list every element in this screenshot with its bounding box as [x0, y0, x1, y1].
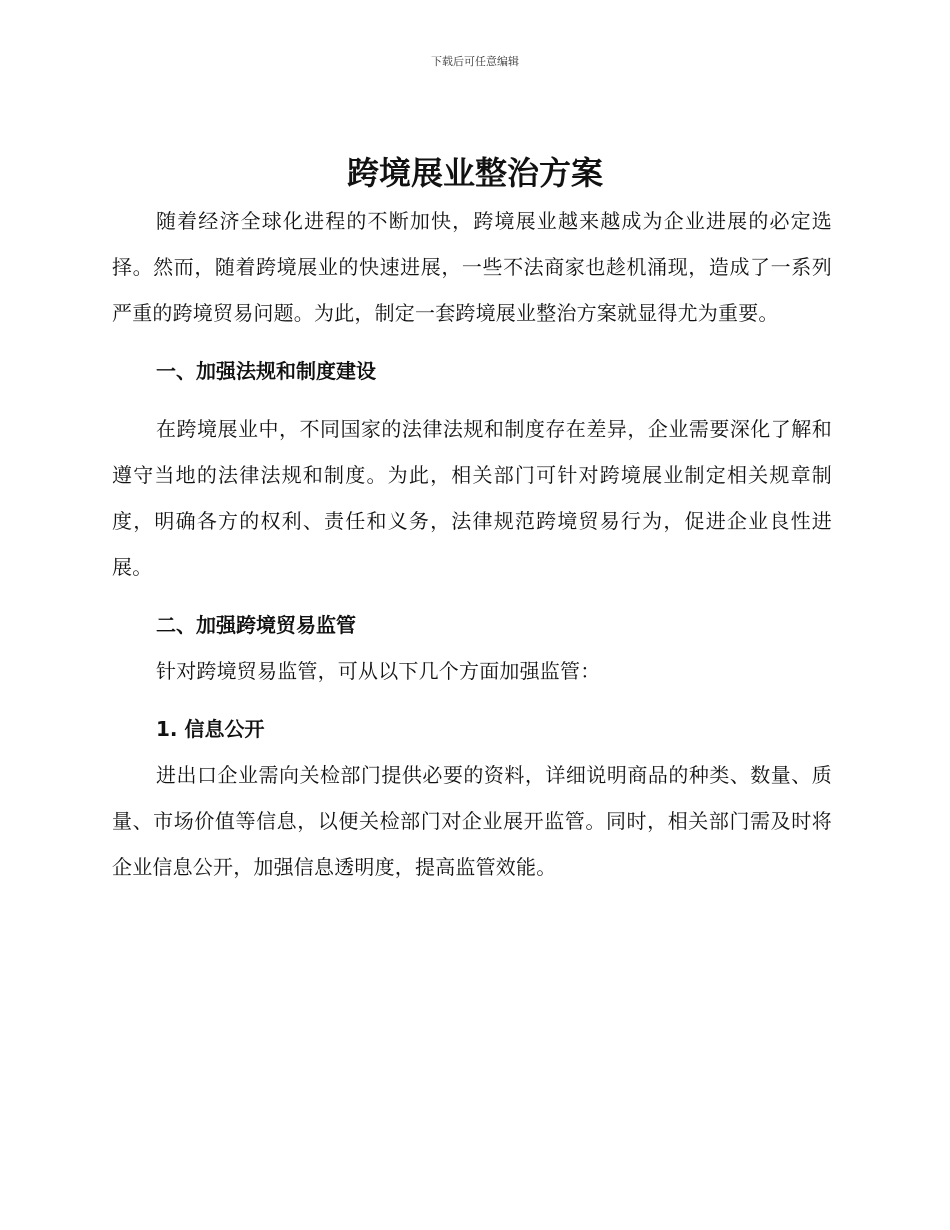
section-1-paragraph: 在跨境展业中，不同国家的法律法规和制度存在差异，企业需要深化了解和遵守当地的法律法规和制度。为此，相关部门可针对跨境展业制定相关规章制度，明确各方的权利、责任和义务，法律规范跨境贸易行为，促进企业良性进展。: [112, 417, 832, 579]
section-2-paragraph: 针对跨境贸易监管，可从以下几个方面加强监管：: [156, 659, 601, 683]
document-title: 跨境展业整治方案: [346, 154, 603, 192]
document-body: [112, 198, 832, 890]
page-header-note: 下载后可任意编辑: [431, 55, 519, 68]
section-2-heading: 二、加强跨境贸易监管: [156, 613, 356, 637]
subsection-1-paragraph: 进出口企业需向关检部门提供必要的资料，详细说明商品的种类、数量、质量、市场价值等信息，以便关检部门对企业展开监管。同时，相关部门需及时将企业信息公开，加强信息透明度，提高监管效能。: [112, 763, 832, 879]
subsection-1-heading: 1. 信息公开: [156, 717, 265, 741]
intro-paragraph: 随着经济全球化进程的不断加快，跨境展业越来越成为企业进展的必定选择。然而，随着跨境展业的快速进展，一些不法商家也趁机涌现，造成了一系列严重的跨境贸易问题。为此，制定一套跨境展业整治方案就显得尤为重要。: [112, 209, 832, 325]
spacer: [112, 394, 832, 406]
section-1-heading: 一、加强法规和制度建设: [156, 359, 376, 383]
